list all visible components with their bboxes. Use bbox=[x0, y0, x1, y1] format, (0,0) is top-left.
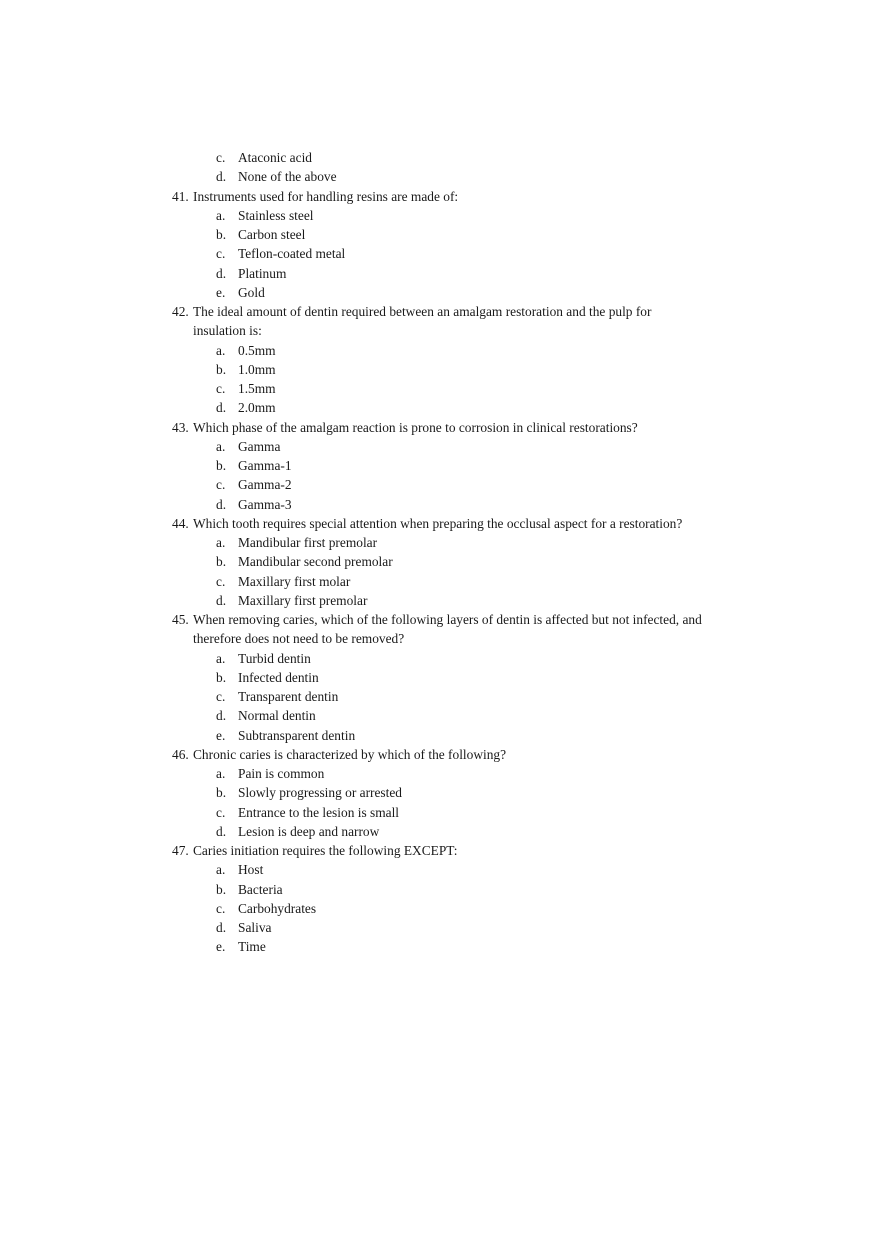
question-number: 43. bbox=[172, 419, 189, 435]
option-text: Gamma bbox=[238, 438, 281, 454]
question-text: Chronic caries is characterized by which of the following? bbox=[193, 746, 507, 762]
answer-option bbox=[172, 225, 772, 244]
option-text: Host bbox=[238, 862, 264, 878]
answer-option bbox=[172, 899, 772, 918]
answer-option bbox=[172, 687, 772, 706]
question-block bbox=[172, 302, 772, 418]
question-text-line bbox=[172, 841, 772, 860]
option-text: Mandibular second premolar bbox=[238, 554, 393, 570]
question-block bbox=[172, 514, 772, 610]
option-letter: c. bbox=[216, 477, 226, 493]
answer-option bbox=[172, 764, 772, 783]
question-number: 41. bbox=[172, 188, 189, 204]
answer-option bbox=[172, 706, 772, 725]
option-letter: a. bbox=[216, 207, 226, 223]
option-letter: c. bbox=[216, 381, 226, 396]
option-letter: a. bbox=[216, 438, 226, 454]
question-text-line bbox=[172, 187, 772, 206]
answer-option bbox=[172, 244, 772, 263]
option-text: 1.0mm bbox=[238, 361, 276, 377]
question-number: 46. bbox=[172, 746, 189, 762]
answer-option bbox=[172, 495, 772, 514]
option-letter: d. bbox=[216, 920, 227, 935]
option-text: Time bbox=[238, 939, 266, 955]
answer-option bbox=[172, 552, 772, 571]
option-letter: b. bbox=[216, 881, 227, 897]
answer-option bbox=[172, 360, 772, 379]
option-text: Gamma-2 bbox=[238, 477, 292, 493]
answer-option bbox=[172, 649, 772, 668]
option-letter: c. bbox=[216, 246, 226, 262]
option-letter: c. bbox=[216, 150, 226, 165]
answer-option bbox=[172, 803, 772, 822]
option-text: 1.5mm bbox=[238, 381, 276, 396]
option-text: Normal dentin bbox=[238, 708, 316, 724]
question-text: therefore does not need to be removed? bbox=[193, 631, 405, 647]
option-text: Bacteria bbox=[238, 881, 283, 897]
option-text: Entrance to the lesion is small bbox=[238, 804, 400, 820]
option-letter: a. bbox=[216, 535, 226, 550]
question-block bbox=[172, 841, 772, 957]
option-text: 2.0mm bbox=[238, 400, 276, 416]
option-letter: a. bbox=[216, 650, 226, 666]
question-block bbox=[172, 745, 772, 841]
option-text: 0.5mm bbox=[238, 342, 276, 358]
option-text: Carbohydrates bbox=[238, 900, 317, 916]
question-text-line bbox=[172, 745, 772, 764]
answer-option bbox=[172, 437, 772, 456]
option-text: None of the above bbox=[238, 169, 337, 185]
question-text: Instruments used for handling resins are made of: bbox=[193, 188, 459, 204]
option-letter: c. bbox=[216, 900, 226, 916]
option-text: Lesion is deep and narrow bbox=[238, 823, 380, 839]
option-letter: d. bbox=[216, 265, 227, 281]
option-letter: e. bbox=[216, 727, 226, 743]
question-list bbox=[172, 148, 772, 957]
question-block bbox=[172, 187, 772, 303]
answer-option bbox=[172, 475, 772, 494]
question-text-line bbox=[172, 610, 772, 629]
answer-option bbox=[172, 860, 772, 879]
answer-option bbox=[172, 822, 772, 841]
answer-option bbox=[172, 167, 772, 186]
option-letter: b. bbox=[216, 785, 227, 801]
option-letter: b. bbox=[216, 458, 227, 473]
option-text: Turbid dentin bbox=[238, 650, 311, 666]
question-number: 47. bbox=[172, 843, 189, 858]
answer-option bbox=[172, 379, 772, 398]
option-text: Infected dentin bbox=[238, 669, 319, 685]
answer-option bbox=[172, 918, 772, 937]
answer-option bbox=[172, 398, 772, 417]
option-text: Carbon steel bbox=[238, 227, 306, 242]
option-letter: d. bbox=[216, 823, 227, 839]
option-letter: d. bbox=[216, 400, 227, 416]
answer-option bbox=[172, 572, 772, 591]
option-text: Mandibular first premolar bbox=[238, 535, 378, 550]
question-text: Which tooth requires special attention when preparing the occlusal aspect for a restoration? bbox=[193, 515, 683, 531]
answer-option bbox=[172, 591, 772, 610]
option-text: Gamma-1 bbox=[238, 458, 292, 473]
question-text: insulation is: bbox=[193, 323, 262, 339]
option-letter: b. bbox=[216, 669, 227, 685]
question-number: 42. bbox=[172, 304, 189, 319]
answer-option bbox=[172, 148, 772, 167]
answer-option bbox=[172, 283, 772, 302]
option-letter: a. bbox=[216, 862, 226, 878]
question-text-line bbox=[172, 321, 772, 340]
answer-option bbox=[172, 264, 772, 283]
option-letter: a. bbox=[216, 766, 226, 781]
answer-option bbox=[172, 726, 772, 745]
option-letter: e. bbox=[216, 284, 226, 300]
answer-option bbox=[172, 880, 772, 899]
option-text: Teflon-coated metal bbox=[238, 246, 346, 262]
question-block bbox=[172, 418, 772, 514]
option-letter: c. bbox=[216, 804, 226, 820]
option-letter: d. bbox=[216, 496, 227, 512]
option-text: Pain is common bbox=[238, 766, 325, 781]
question-block bbox=[172, 610, 772, 745]
question-text: The ideal amount of dentin required between an amalgam restoration and the pulp for bbox=[193, 304, 652, 319]
option-text: Subtransparent dentin bbox=[238, 727, 356, 743]
option-letter: b. bbox=[216, 361, 227, 377]
option-text: Slowly progressing or arrested bbox=[238, 785, 403, 801]
question-text: Which phase of the amalgam reaction is prone to corrosion in clinical restorations? bbox=[193, 419, 638, 435]
option-text: Maxillary first premolar bbox=[238, 592, 368, 608]
option-letter: b. bbox=[216, 554, 227, 570]
option-text: Maxillary first molar bbox=[238, 573, 351, 589]
option-letter: a. bbox=[216, 342, 226, 358]
answer-option bbox=[172, 341, 772, 360]
option-text: Gold bbox=[238, 284, 265, 300]
question-text-line bbox=[172, 302, 772, 321]
option-letter: c. bbox=[216, 689, 226, 704]
option-text: Stainless steel bbox=[238, 207, 314, 223]
answer-option bbox=[172, 456, 772, 475]
option-letter: d. bbox=[216, 708, 227, 724]
question-text-line bbox=[172, 629, 772, 648]
carryover-options bbox=[172, 148, 772, 187]
question-text-line bbox=[172, 418, 772, 437]
option-letter: c. bbox=[216, 573, 226, 589]
option-text: Transparent dentin bbox=[238, 689, 339, 704]
option-letter: d. bbox=[216, 592, 227, 608]
question-text: When removing caries, which of the following layers of dentin is affected but not infected, and bbox=[193, 612, 702, 627]
question-text-line bbox=[172, 514, 772, 533]
option-letter: d. bbox=[216, 169, 227, 185]
option-text: Gamma-3 bbox=[238, 496, 292, 512]
option-text: Saliva bbox=[238, 920, 272, 935]
option-letter: b. bbox=[216, 227, 227, 242]
question-number: 44. bbox=[172, 515, 189, 531]
answer-option bbox=[172, 533, 772, 552]
answer-option bbox=[172, 937, 772, 956]
answer-option bbox=[172, 783, 772, 802]
answer-option bbox=[172, 206, 772, 225]
option-letter: e. bbox=[216, 939, 226, 955]
option-text: Platinum bbox=[238, 265, 287, 281]
question-text: Caries initiation requires the following EXCEPT: bbox=[193, 843, 458, 858]
option-text: Ataconic acid bbox=[238, 150, 312, 165]
answer-option bbox=[172, 668, 772, 687]
question-number: 45. bbox=[172, 612, 189, 627]
